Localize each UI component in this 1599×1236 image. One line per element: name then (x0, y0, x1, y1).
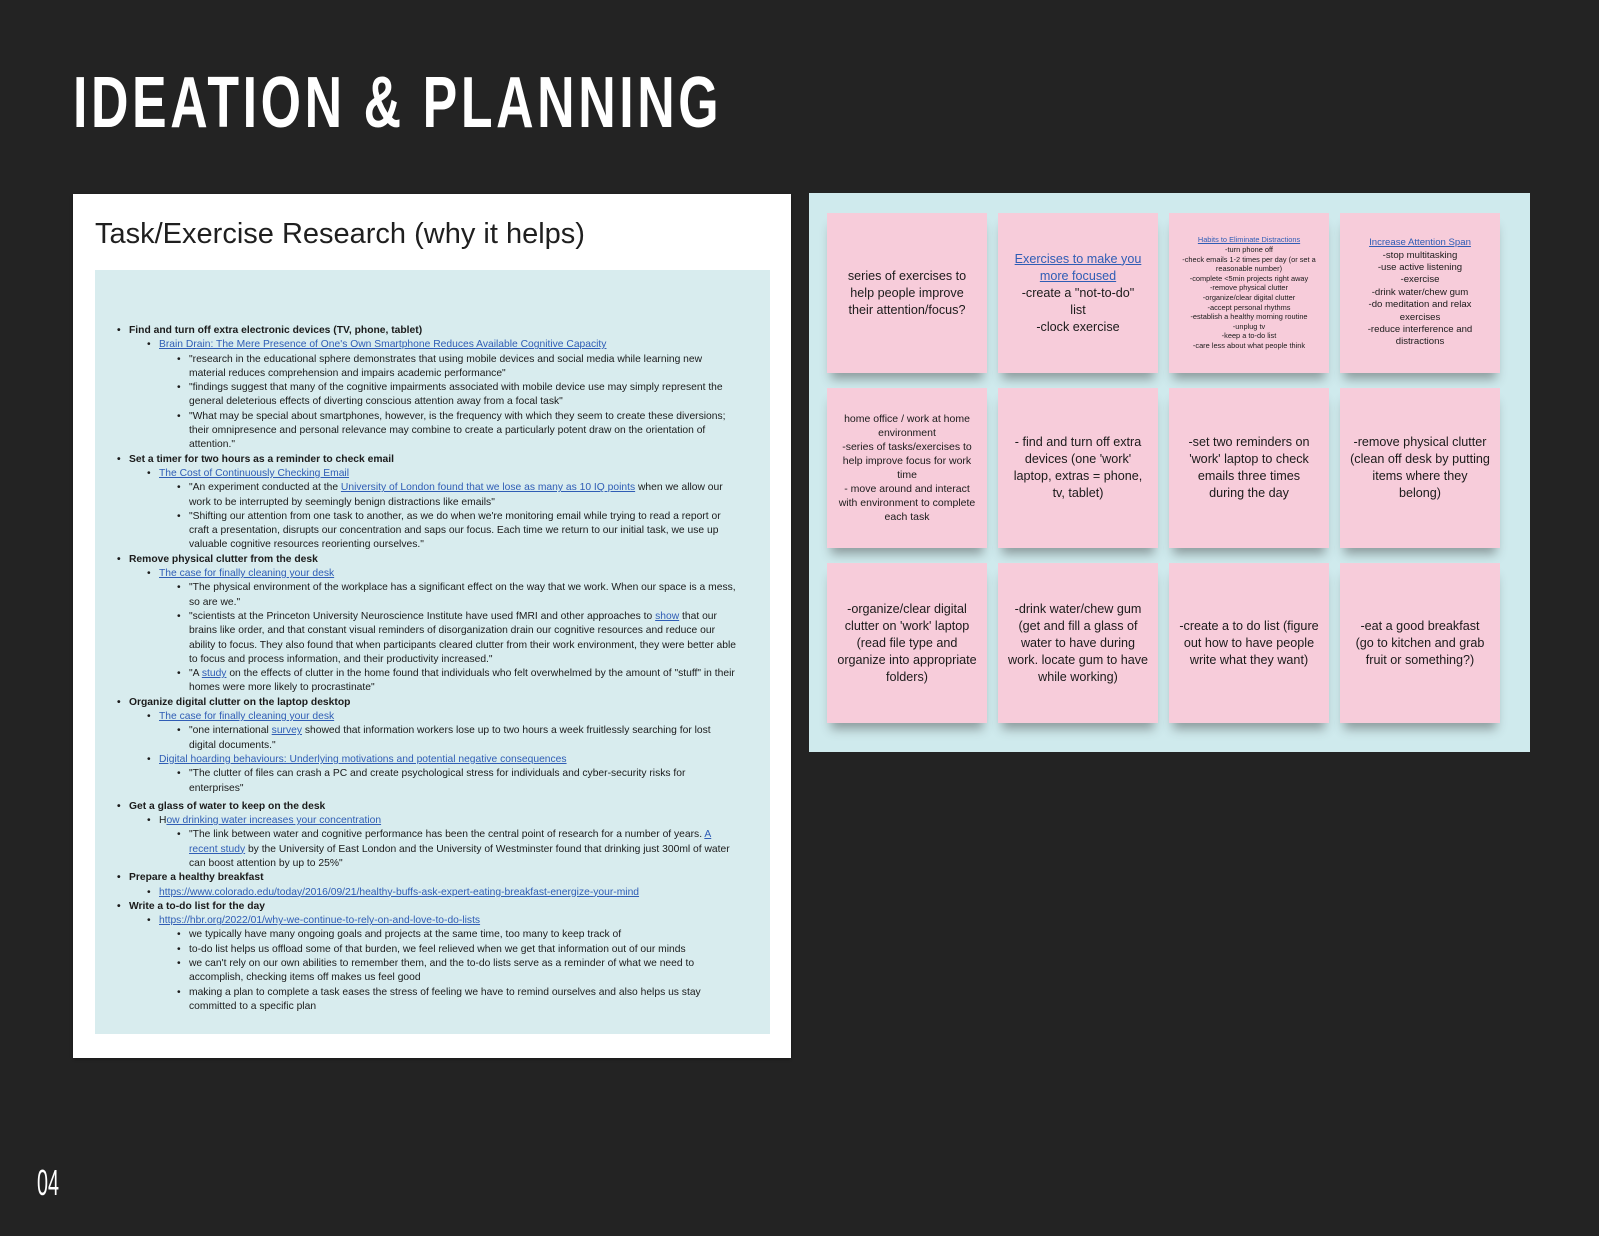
research-topic: • Prepare a healthy breakfast (95, 871, 740, 885)
note-link[interactable]: Exercises to make you more focused (1014, 251, 1142, 283)
quote-item: • "The physical environment of the workplace has a significant effect on the way that we work. When our space is a mess, so are we." (95, 581, 740, 610)
quote-item: • we can't rely on our own abilities to remember them, and the to-do lists serve as a reminder of what we need to accomplish, checking items off makes us feel good (95, 957, 740, 986)
source-link-item: • How drinking water increases your concentration (95, 814, 740, 828)
quote-item: • to-do list helps us offload some of that burden, we feel relieved when we get that information out of our minds (95, 943, 740, 957)
inline-link[interactable]: show (655, 610, 680, 622)
sticky-note[interactable]: home office / work at home environment -series of tasks/exercises to help improve focus for work time - move around and interact with environment to complete each task (827, 388, 987, 548)
source-link[interactable]: Digital hoarding behaviours: Underlying motivations and potential negative consequences (159, 753, 567, 765)
quote-item: • "The link between water and cognitive performance has been the central point of research for a number of years. A recent study by the University of East London and the University of Westminster found that drinking just 300ml of water can boost attention by up to 25%" (95, 828, 740, 871)
quote-item: • "scientists at the Princeton University Neuroscience Institute have used fMRI and other approaches to show that our brains like order, and that constant visual reminders of disorganization drain our cognitive resources and reduce our ability to focus. They also found that when participants cleared clutter from their work environment, they were better able to focus and process information, and their productivity increased." (95, 610, 740, 667)
source-link[interactable]: Brain Drain: The Mere Presence of One's Own Smartphone Reduces Available Cognitive Capacity (159, 339, 607, 351)
sticky-note[interactable]: -eat a good breakfast (go to kitchen and grab fruit or something?) (1340, 563, 1500, 723)
document-title: Task/Exercise Research (why it helps) (95, 218, 585, 250)
source-link-item (95, 567, 740, 581)
quote-item: • making a plan to complete a task eases the stress of feeling we have to remind ourselves and also helps us stay committed to a specific plan (95, 986, 740, 1015)
note-link[interactable]: Increase Attention Span (1369, 237, 1471, 249)
research-notes (95, 270, 770, 1034)
sticky-note[interactable]: -organize/clear digital clutter on 'work' laptop (read file type and organize into appropriate folders) (827, 563, 987, 723)
sticky-note-board (809, 193, 1530, 752)
quote-item: • "one international survey showed that information workers lose up to two hours a week fruitlessly searching for lost digital documents." (95, 724, 740, 753)
sticky-note[interactable]: Increase Attention Span -stop multitasking -use active listening -exercise -drink water/chew gum -do meditation and relax exercises -reduce interference and distractions (1340, 213, 1500, 373)
sticky-note[interactable]: Habits to Eliminate Distractions -turn phone off -check emails 1-2 times per day (or set a reasonable number) -complete <5min projects right away -remove physical clutter -organize/clear digital clutter -accept personal rhythms -establish a healthy morning routine -unplug tv -keep a to-do list -care less about what people think (1169, 213, 1329, 373)
inline-link[interactable]: study (201, 668, 227, 680)
source-link[interactable]: The case for finally cleaning your desk (159, 568, 335, 580)
source-link-item (95, 886, 740, 900)
quote-item: • "A study on the effects of clutter in the home found that individuals who felt overwhelmed by the amount of "stuff" in their homes were more likely to procrastinate" (95, 667, 740, 696)
research-topic: • Get a glass of water to keep on the desk (95, 800, 740, 814)
inline-link[interactable]: survey (271, 725, 302, 737)
source-link-item (95, 467, 740, 481)
quote-item: • "An experiment conducted at the University of London found that we lose as many as 10 IQ points when we allow our work to be interrupted by seemingly benign distractions like emails" (95, 481, 740, 510)
source-link-item (95, 338, 740, 352)
sticky-note[interactable]: -drink water/chew gum (get and fill a glass of water to have during work. locate gum to have while working) (998, 563, 1158, 723)
research-topic: • Organize digital clutter on the laptop desktop (95, 696, 740, 710)
sticky-note[interactable]: - find and turn off extra devices (one 'work' laptop, extras = phone, tv, tablet) (998, 388, 1158, 548)
source-link[interactable]: https://www.colorado.edu/today/2016/09/21/healthy-buffs-ask-expert-eating-breakfast-energize-your-mind (159, 886, 640, 898)
quote-item: • "The clutter of files can crash a PC and create psychological stress for individuals and cyber-security risks for enterprises" (95, 767, 740, 796)
quote-item: • "findings suggest that many of the cognitive impairments associated with mobile device use may simply represent the general deleterious effects of diverting conscious attention away from a focal task" (95, 381, 740, 410)
sticky-note[interactable]: -remove physical clutter (clean off desk by putting items where they belong) (1340, 388, 1500, 548)
research-document (73, 194, 791, 1058)
research-topic: • Write a to-do list for the day (95, 900, 740, 914)
research-topic: • Remove physical clutter from the desk (95, 553, 740, 567)
quote-item: • we typically have many ongoing goals and projects at the same time, too many to keep track of (95, 928, 740, 942)
sticky-note[interactable]: -create a to do list (figure out how to have people write what they want) (1169, 563, 1329, 723)
inline-link[interactable]: University of London found that we lose as many as 10 IQ points (340, 482, 636, 494)
source-link-item (95, 753, 740, 767)
source-link-item (95, 710, 740, 724)
research-topic: • Set a timer for two hours as a reminder to check email (95, 453, 740, 467)
quote-item: • "What may be special about smartphones, however, is the frequency with which they seem to create these diversions; their omnipresence and personal relevance may combine to create a particularly potent draw on the orientation of attention." (95, 410, 740, 453)
inline-link[interactable]: A recent study (189, 829, 712, 855)
quote-item: • "research in the educational sphere demonstrates that using mobile devices and social media while learning new material reduces comprehension and impairs academic performance" (95, 353, 740, 382)
source-link[interactable]: The case for finally cleaning your desk (159, 711, 335, 723)
source-link-item (95, 914, 740, 928)
page-title: IDEATION & PLANNING (73, 63, 723, 143)
quote-item: • "Shifting our attention from one task to another, as we do when we're monitoring email while trying to read a report or craft a presentation, disrupts our concentration and saps our focus. Each time we return to our initial task, we use up valuable cognitive resources reorienting ourselves." (95, 510, 740, 553)
sticky-note[interactable]: Exercises to make you more focused -create a "not-to-do" list -clock exercise (998, 213, 1158, 373)
page-number: 04 (37, 1162, 60, 1203)
sticky-note[interactable]: -set two reminders on 'work' laptop to check emails three times during the day (1169, 388, 1329, 548)
source-link[interactable]: The Cost of Continuously Checking Email (159, 467, 350, 479)
source-link[interactable]: ow drinking water increases your concentration (166, 815, 382, 827)
research-topic: • Find and turn off extra electronic devices (TV, phone, tablet) (95, 324, 740, 338)
sticky-note[interactable]: series of exercises to help people improve their attention/focus? (827, 213, 987, 373)
note-link[interactable]: Habits to Eliminate Distractions (1197, 235, 1301, 245)
source-link[interactable]: https://hbr.org/2022/01/why-we-continue-to-rely-on-and-love-to-do-lists (159, 915, 481, 927)
